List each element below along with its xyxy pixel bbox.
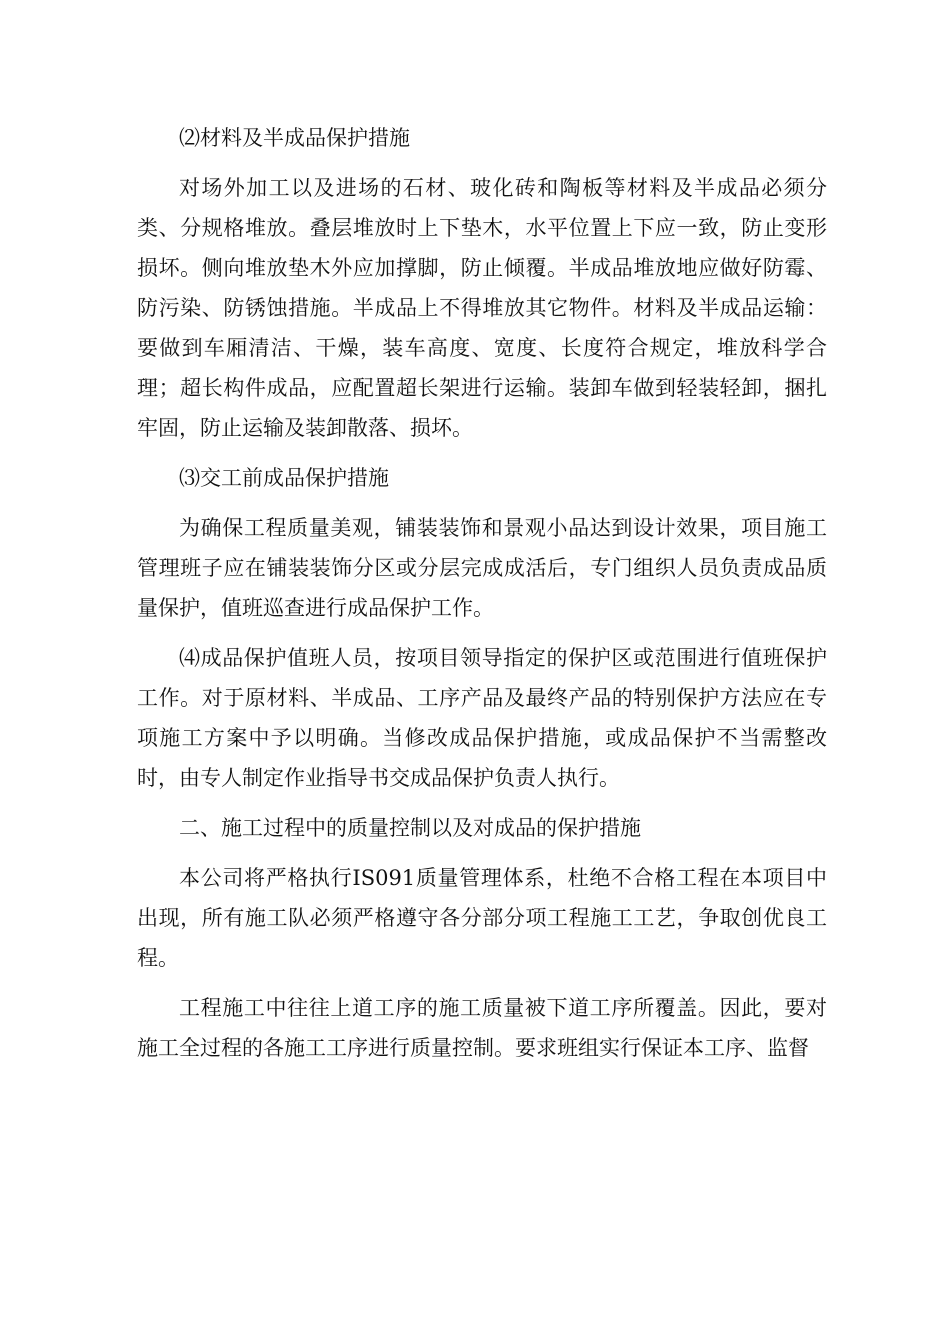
paragraph-material-storage: 对场外加工以及进场的石材、玻化砖和陶板等材料及半成品必须分类、分规格堆放。叠层堆放时上下垫木，水平位置上下应一致，防止变形损坏。侧向堆放垫木外应加撑脚，防止倾覆。半成品堆放地应做好防霉、防污染、防锈蚀措施。半成品上不得堆放其它物件。材料及半成品运输：要做到车厢清洁、干燥，装车高度、宽度、长度符合规定，堆放科学合理；超长构件成品，应配置超长架进行运输。装卸车做到轻装轻卸，捆扎牢固，防止运输及装卸散落、损坏。: [137, 176, 827, 440]
paragraph-quality-protection: 为确保工程质量美观，铺装装饰和景观小品达到设计效果，项目施工管理班子应在铺装装饰分区或分层完成成活后，专门组织人员负责成品质量保护，值班巡查进行成品保护工作。: [137, 516, 827, 620]
document-body: [137, 118, 827, 1078]
paragraph-iso-system: 本公司将严格执行IS091质量管理体系，杜绝不合格工程在本项目中出现，所有施工队必须严格遵守各分部分项工程施工工艺，争取创优良工程。: [137, 866, 827, 970]
section-heading-pre-handover-protection: ⑶交工前成品保护措施: [179, 466, 389, 490]
paragraph-duty-personnel: ⑷成品保护值班人员，按项目领导指定的保护区或范围进行值班保护工作。对于原材料、半成品、工序产品及最终产品的特别保护方法应在专项施工方案中予以明确。当修改成品保护措施，或成品保护不当需整改时，由专人制定作业指导书交成品保护负责人执行。: [137, 646, 827, 790]
paragraph-process-control: 工程施工中往往上道工序的施工质量被下道工序所覆盖。因此，要对施工全过程的各施工工序进行质量控制。要求班组实行保证本工序、监督: [137, 996, 827, 1060]
section-heading-material-protection: ⑵材料及半成品保护措施: [179, 126, 410, 150]
section-heading-process-quality-control: 二、施工过程中的质量控制以及对成品的保护措施: [179, 816, 641, 840]
